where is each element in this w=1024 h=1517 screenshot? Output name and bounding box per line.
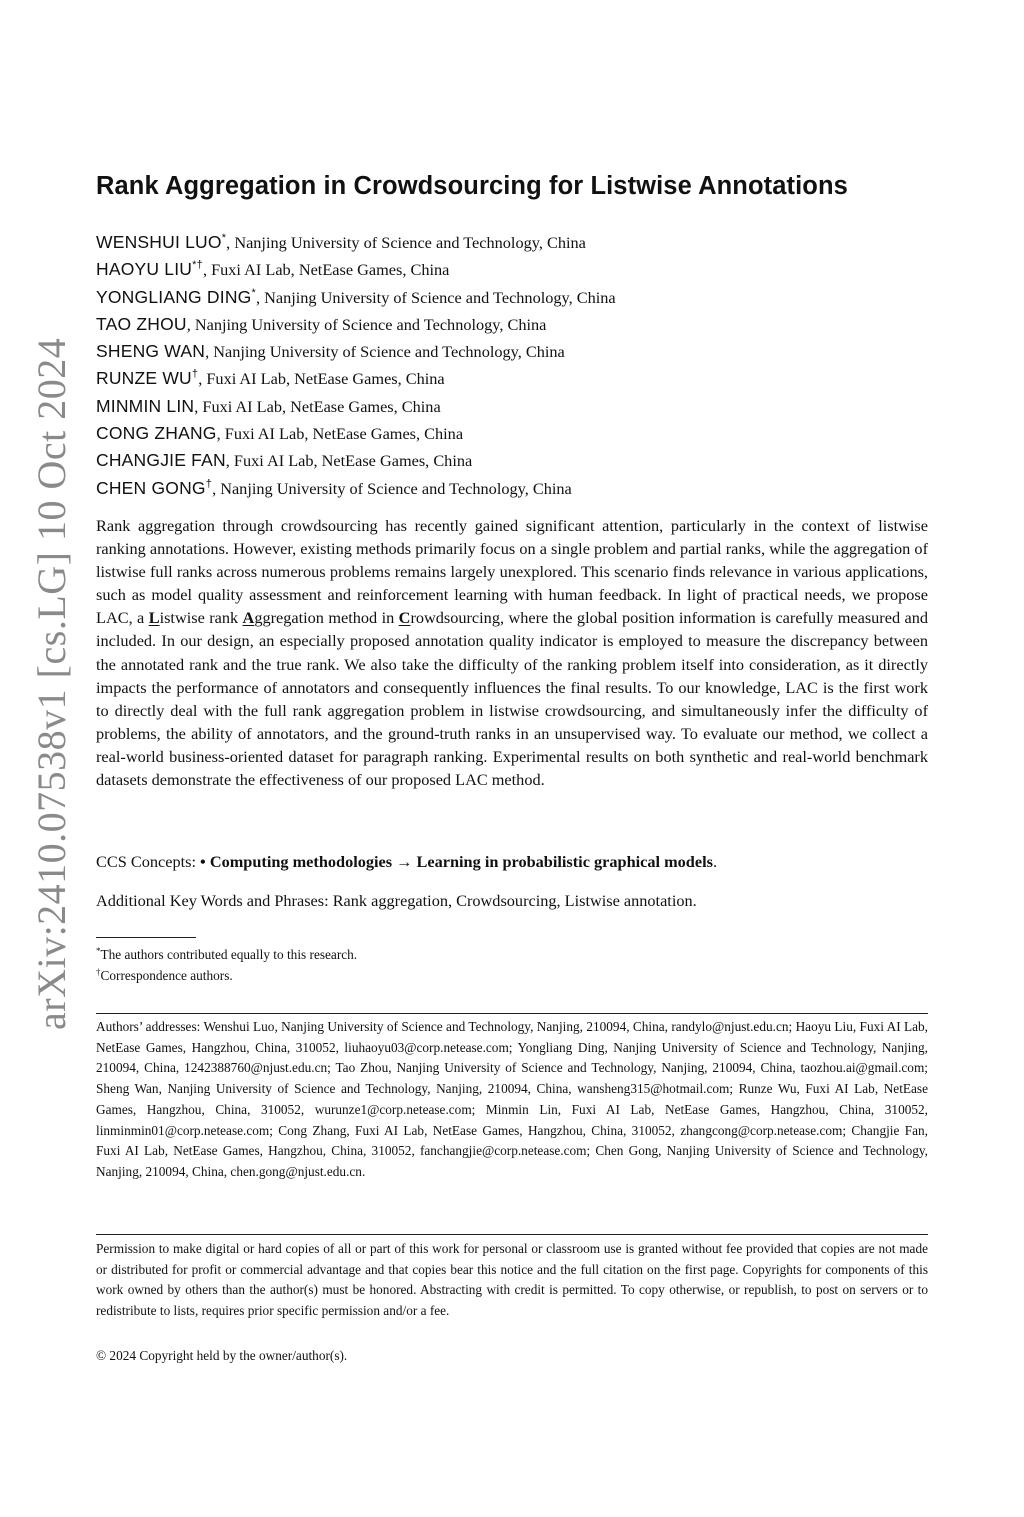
keywords: Additional Key Words and Phrases: Rank aggregation, Crowdsourcing, Listwise annotation. (96, 891, 697, 910)
author-entry (96, 229, 928, 256)
copyright-notice: © 2024 Copyright held by the owner/author(s). (96, 1348, 348, 1363)
author-affiliation: , Nanjing University of Science and Technology, China (212, 478, 572, 498)
acronym-letter-c: C (398, 608, 411, 628)
author-name: HAOYU LIU*† (96, 259, 203, 280)
abstract: Rank aggregation through crowdsourcing has recently gained significant attention, particularly in the context of listwise ranking annotations. However, existing methods primarily focus on a single problem and partial ranks, while the aggregation of listwise full ranks across numerous problems remains largely unexplored. This scenario finds relevance in various applications, such as model quality assessment and reinforcement learning with human feedback. In light of practical needs, we propose LAC, a Listwise rank Aggregation method in Crowdsourcing, where the global position information is carefully measured and included. In our design, an especially proposed annotation quality indicator is employed to measure the discrepancy between the annotated rank and the true rank. We also take the difficulty of the ranking problem itself into consideration, as it directly impacts the performance of annotators and consequently influences the final results. To our knowledge, LAC is the first work to directly deal with the full rank aggregation problem in listwise crowdsourcing, and simultaneously infer the difficulty of problems, the ability of annotators, and the ground-truth ranks in an unsupervised way. To evaluate our method, we collect a real-world business-oriented dataset for paragraph ranking. Experimental results on both synthetic and real-world benchmark datasets demonstrate the effectiveness of our proposed LAC method. (96, 516, 929, 790)
author-name: CHEN GONG† (96, 477, 213, 498)
ccs-concepts: CCS Concepts: • Computing methodologies → Learning in probabilistic graphical models. (96, 852, 718, 871)
author-entry (96, 284, 928, 311)
footnotes (96, 944, 357, 986)
author-affiliation: , Nanjing University of Science and Technology, China (205, 342, 565, 362)
author-entry (96, 420, 928, 447)
acronym-letter-l: L (148, 608, 160, 628)
author-entry (96, 447, 928, 474)
acronym-letter-a: A (242, 608, 255, 628)
author-name: TAO ZHOU (96, 313, 187, 334)
author-affiliation: , Fuxi AI Lab, NetEase Games, China (216, 424, 464, 444)
author-affiliation: , Fuxi AI Lab, NetEase Games, China (198, 369, 445, 389)
arrow-icon: → (392, 852, 417, 871)
author-affiliation: , Fuxi AI Lab, NetEase Games, China (194, 396, 441, 416)
footnote-divider (96, 937, 196, 938)
author-name: MINMIN LIN (96, 395, 195, 416)
author-entry (96, 393, 928, 420)
author-marks: * (251, 286, 256, 299)
author-marks: † (191, 368, 199, 381)
author-affiliation: , Fuxi AI Lab, NetEase Games, China (202, 260, 450, 280)
footnote-equal-contribution: *The authors contributed equally to this research. (96, 946, 358, 962)
author-affiliation: , Nanjing University of Science and Technology, China (186, 314, 547, 334)
author-entry (96, 365, 928, 392)
author-entry (96, 338, 928, 365)
author-marks: † (205, 477, 213, 490)
permission-notice: Permission to make digital or hard copies of all or part of this work for personal or classroom use is granted without fee provided that copies are not made or distributed for profit or commercial advantage and that copies bear this notice and the full citation on the first page. Copyrights for components of this work owned by others than the author(s) must be honored. Abstracting with credit is permitted. To copy otherwise, or republish, to post on servers or to redistribute to lists, requires prior specific permission and/or a fee. (96, 1241, 928, 1319)
author-affiliation: , Nanjing University of Science and Technology, China (255, 287, 616, 307)
author-entry (96, 256, 928, 283)
author-addresses: Authors’ addresses: Wenshui Luo, Nanjing University of Science and Technology, Nanjing, 210094, China, randylo@njust.edu.cn; Haoyu Liu, Fuxi AI Lab, NetEase Games, Hangzhou, China, 310052, liuhaoyu03@corp.netease.com; Yongliang Ding, Nanjing University of Science and Technology, Nanjing, 210094, China, 1242388760@njust.edu.cn; Tao Zhou, Nanjing University of Science and Technology, Nanjing, 210094, China, taozhou.ai@gmail.com; Sheng Wan, Nanjing University of Science and Technology, Nanjing, 210094, China, wansheng315@hotmail.com; Runze Wu, Fuxi AI Lab, NetEase Games, Hangzhou, China, 310052, wurunze1@corp.netease.com; Minmin Lin, Fuxi AI Lab, NetEase Games, Hangzhou, China, 310052, linminmin01@corp.netease.com; Cong Zhang, Fuxi AI Lab, NetEase Games, Hangzhou, China, 310052, zhangcong@corp.netease.com; Changjie Fan, Fuxi AI Lab, NetEase Games, Hangzhou, China, 310052, fanchangjie@corp.netease.com; Chen Gong, Nanjing University of Science and Technology, Nanjing, 210094, China, chen.gong@njust.edu.cn. (96, 1019, 928, 1179)
arxiv-identifier-stamp: arXiv:2410.07538v1 [cs.LG] 10 Oct 2024 (29, 337, 74, 1030)
author-name: WENSHUI LUO* (96, 232, 227, 252)
author-list (96, 229, 928, 502)
author-marks: *† (192, 259, 203, 272)
paper-title: Rank Aggregation in Crowdsourcing for Listwise Annotations (96, 172, 848, 200)
ccs-subconcept: Learning in probabilistic graphical models (416, 852, 713, 871)
permission-divider (96, 1234, 928, 1235)
author-name: YONGLIANG DING* (96, 286, 256, 307)
author-name: CHANGJIE FAN (96, 450, 226, 471)
footnote-correspondence: †Correspondence authors. (96, 967, 233, 983)
ccs-concept: Computing methodologies (209, 852, 393, 871)
author-affiliation: , Fuxi AI Lab, NetEase Games, China (225, 451, 473, 471)
addresses-divider (96, 1013, 928, 1014)
author-entry (96, 475, 928, 502)
author-marks: * (221, 232, 227, 244)
author-entry (96, 311, 928, 338)
author-name: SHENG WAN (96, 341, 206, 362)
author-name: RUNZE WU† (96, 368, 199, 389)
author-affiliation: , Nanjing University of Science and Technology, China (226, 233, 586, 252)
author-name: CONG ZHANG (96, 423, 217, 444)
